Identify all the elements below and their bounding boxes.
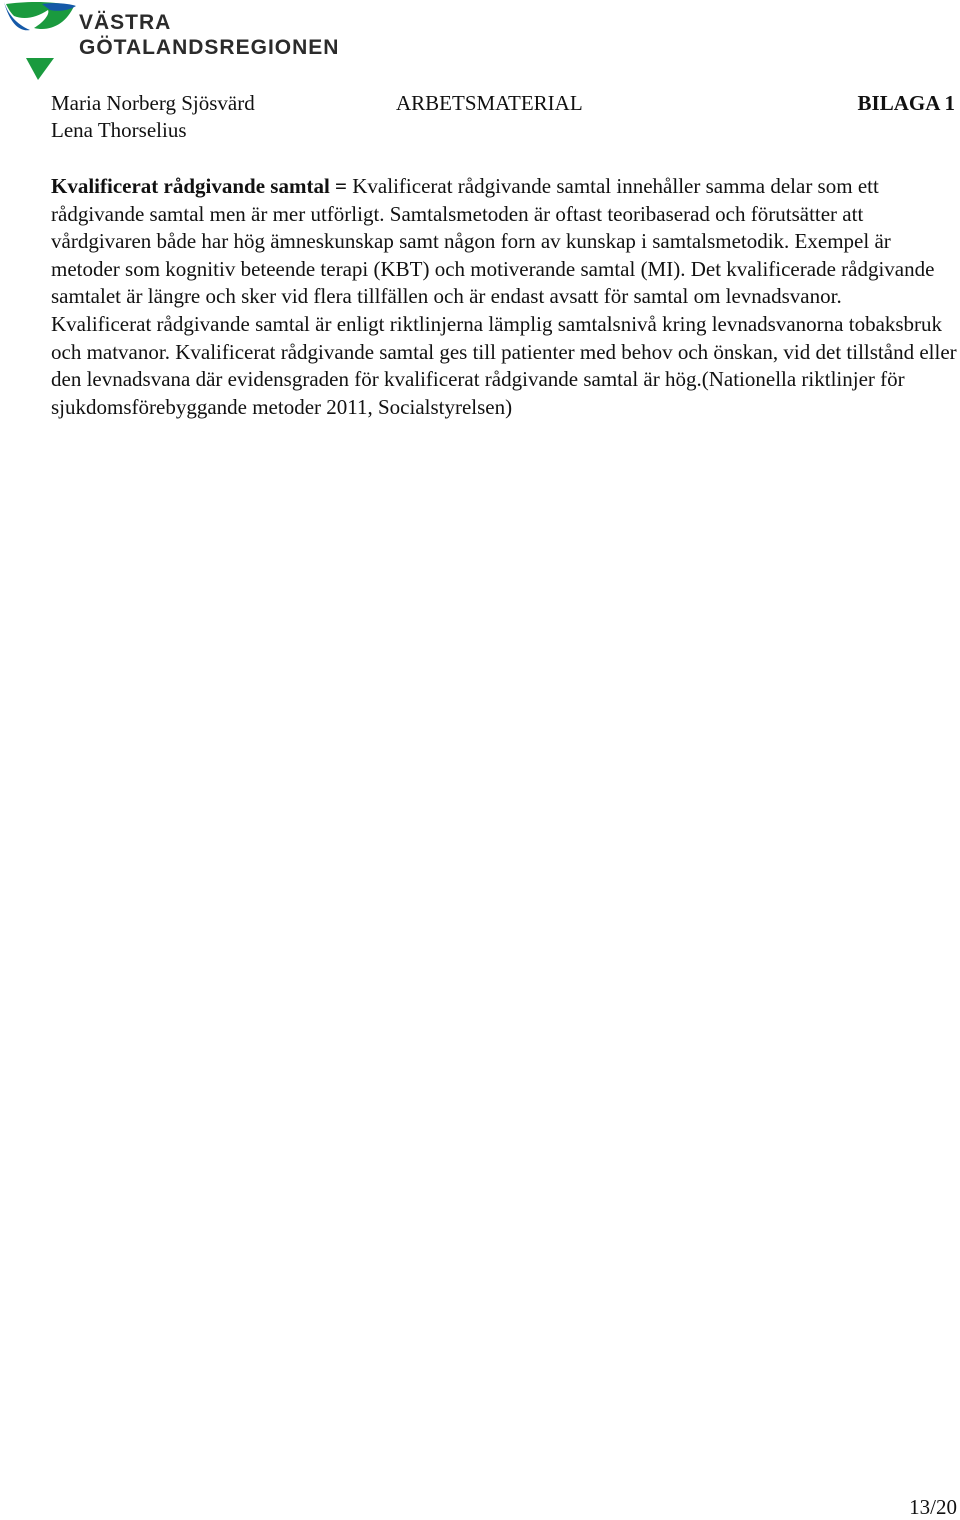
- paragraph-1: [51, 173, 957, 311]
- vgr-leaf-icon: [0, 0, 80, 82]
- logo: [0, 0, 340, 82]
- body-text: [51, 173, 957, 421]
- appendix-label: BILAGA 1: [857, 91, 955, 115]
- author-name-2: Lena Thorselius: [51, 118, 187, 142]
- logo-text-line1: VÄSTRA: [79, 11, 172, 34]
- author-name-1: Maria Norberg Sjösvärd: [51, 91, 255, 115]
- page-number: 13/20: [909, 1495, 957, 1519]
- defined-term: Kvalificerat rådgivande samtal =: [51, 174, 348, 198]
- logo-text-line2: GÖTALANDSREGIONEN: [79, 36, 340, 59]
- document-status: ARBETSMATERIAL: [396, 91, 583, 115]
- paragraph-1-text: Kvalificerat rådgivande samtal innehåller samma delar som ett rådgivande samtal men är mer utförligt. Samtalsmetoden är oftast teoribaserad och förutsätter att vårdgivaren både har hög ämneskunskap samt någon forn av kunskap i samtalsmetodik. Exempel är metoder som kognitiv beteende terapi (KBT) och motiverande samtal (MI). Det kvalificerade rådgivande samtalet är längre och sker vid flera tillfällen och är endast avsatt för samtal om levnadsvanor.: [51, 174, 935, 309]
- paragraph-2: Kvalificerat rådgivande samtal är enligt riktlinjerna lämplig samtalsnivå kring levnadsvanorna tobaksbruk och matvanor. Kvalificerat rådgivande samtal ges till patienter med behov och önskan, vid det tillstånd eller den levnadsvana där evidensgraden för kvalificerat rådgivande samtal är hög.(Nationella riktlinjer för sjukdomsförebyggande metoder 2011, Socialstyrelsen): [51, 311, 957, 419]
